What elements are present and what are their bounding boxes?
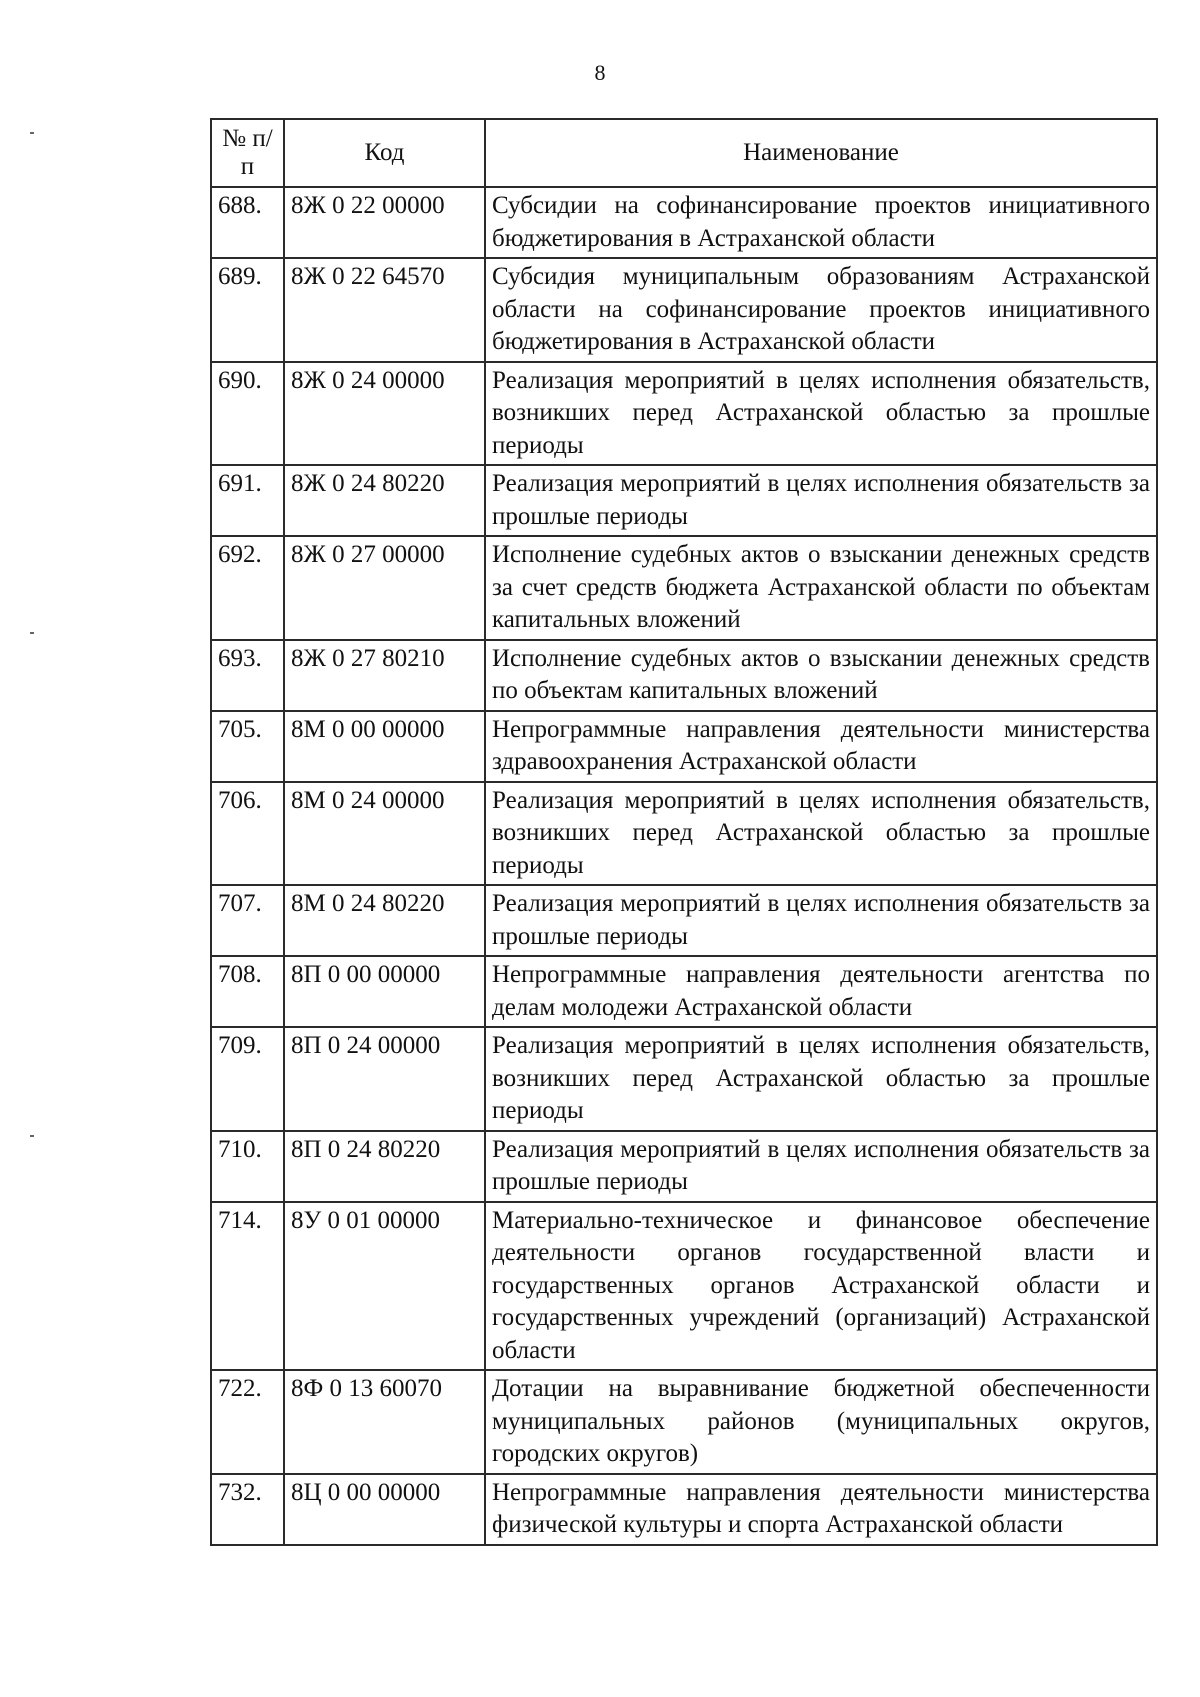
row-name: Реализация мероприятий в целях исполнения обязательств, возникших перед Астраханской областью за прошлые периоды bbox=[485, 782, 1157, 886]
table-row bbox=[211, 1370, 1157, 1474]
table-row bbox=[211, 1202, 1157, 1371]
row-number: 714. bbox=[211, 1202, 284, 1371]
table-row bbox=[211, 258, 1157, 362]
row-name: Субсидия муниципальным образованиям Астраханской области на софинансирование проектов инициативного бюджетирования в Астраханской области bbox=[485, 258, 1157, 362]
row-number: 689. bbox=[211, 258, 284, 362]
budget-code-table bbox=[210, 118, 1158, 1546]
row-name: Исполнение судебных актов о взыскании денежных средств по объектам капитальных вложений bbox=[485, 640, 1157, 711]
row-number: 705. bbox=[211, 711, 284, 782]
row-number: 688. bbox=[211, 187, 284, 258]
row-number: 722. bbox=[211, 1370, 284, 1474]
row-number: 732. bbox=[211, 1474, 284, 1545]
row-code: 8М 0 24 80220 bbox=[284, 885, 485, 956]
row-code: 8П 0 00 00000 bbox=[284, 956, 485, 1027]
row-code: 8М 0 00 00000 bbox=[284, 711, 485, 782]
row-code: 8Ж 0 27 80210 bbox=[284, 640, 485, 711]
row-code: 8Ж 0 24 80220 bbox=[284, 465, 485, 536]
row-number: 690. bbox=[211, 362, 284, 466]
row-number: 708. bbox=[211, 956, 284, 1027]
row-name: Реализация мероприятий в целях исполнения обязательств за прошлые периоды bbox=[485, 465, 1157, 536]
row-number: 710. bbox=[211, 1131, 284, 1202]
row-name: Непрограммные направления деятельности агентства по делам молодежи Астраханской области bbox=[485, 956, 1157, 1027]
row-code: 8Ф 0 13 60070 bbox=[284, 1370, 485, 1474]
table-row bbox=[211, 1027, 1157, 1131]
table-row bbox=[211, 640, 1157, 711]
table-row bbox=[211, 1474, 1157, 1545]
row-number: 693. bbox=[211, 640, 284, 711]
row-code: 8П 0 24 80220 bbox=[284, 1131, 485, 1202]
table-row bbox=[211, 885, 1157, 956]
row-number: 706. bbox=[211, 782, 284, 886]
row-name: Исполнение судебных актов о взыскании денежных средств за счет средств бюджета Астраханской области по объектам капитальных вложений bbox=[485, 536, 1157, 640]
row-number: 709. bbox=[211, 1027, 284, 1131]
table-header-row bbox=[211, 119, 1157, 187]
header-number: № п/п bbox=[211, 119, 284, 187]
table-row bbox=[211, 711, 1157, 782]
row-number: 692. bbox=[211, 536, 284, 640]
table-row bbox=[211, 956, 1157, 1027]
row-code: 8Ж 0 24 00000 bbox=[284, 362, 485, 466]
table-row bbox=[211, 782, 1157, 886]
row-code: 8М 0 24 00000 bbox=[284, 782, 485, 886]
row-number: 707. bbox=[211, 885, 284, 956]
row-code: 8Ж 0 22 00000 bbox=[284, 187, 485, 258]
row-name: Реализация мероприятий в целях исполнения обязательств за прошлые периоды bbox=[485, 1131, 1157, 1202]
row-name: Реализация мероприятий в целях исполнения обязательств, возникших перед Астраханской областью за прошлые периоды bbox=[485, 1027, 1157, 1131]
row-code: 8П 0 24 00000 bbox=[284, 1027, 485, 1131]
scan-artifact bbox=[30, 132, 34, 134]
row-name: Дотации на выравнивание бюджетной обеспеченности муниципальных районов (муниципальных округов, городских округов) bbox=[485, 1370, 1157, 1474]
row-number: 691. bbox=[211, 465, 284, 536]
row-code: 8У 0 01 00000 bbox=[284, 1202, 485, 1371]
row-name: Субсидии на софинансирование проектов инициативного бюджетирования в Астраханской области bbox=[485, 187, 1157, 258]
row-name: Материально-техническое и финансовое обеспечение деятельности органов государственной власти и государственных органов Астраханской области и государственных учреждений (организаций) Астраханской области bbox=[485, 1202, 1157, 1371]
row-name: Непрограммные направления деятельности министерства физической культуры и спорта Астраханской области bbox=[485, 1474, 1157, 1545]
table-row bbox=[211, 465, 1157, 536]
table-body bbox=[211, 187, 1157, 1545]
scan-artifact bbox=[30, 632, 34, 634]
row-name: Реализация мероприятий в целях исполнения обязательств за прошлые периоды bbox=[485, 885, 1157, 956]
row-name: Непрограммные направления деятельности министерства здравоохранения Астраханской области bbox=[485, 711, 1157, 782]
row-code: 8Ж 0 27 00000 bbox=[284, 536, 485, 640]
table-row bbox=[211, 536, 1157, 640]
row-code: 8Ж 0 22 64570 bbox=[284, 258, 485, 362]
header-code: Код bbox=[284, 119, 485, 187]
page-number: 8 bbox=[594, 60, 606, 85]
row-code: 8Ц 0 00 00000 bbox=[284, 1474, 485, 1545]
row-name: Реализация мероприятий в целях исполнения обязательств, возникших перед Астраханской областью за прошлые периоды bbox=[485, 362, 1157, 466]
scan-artifact bbox=[30, 1135, 34, 1137]
table-row bbox=[211, 1131, 1157, 1202]
table-row bbox=[211, 187, 1157, 258]
header-name: Наименование bbox=[485, 119, 1157, 187]
table-row bbox=[211, 362, 1157, 466]
